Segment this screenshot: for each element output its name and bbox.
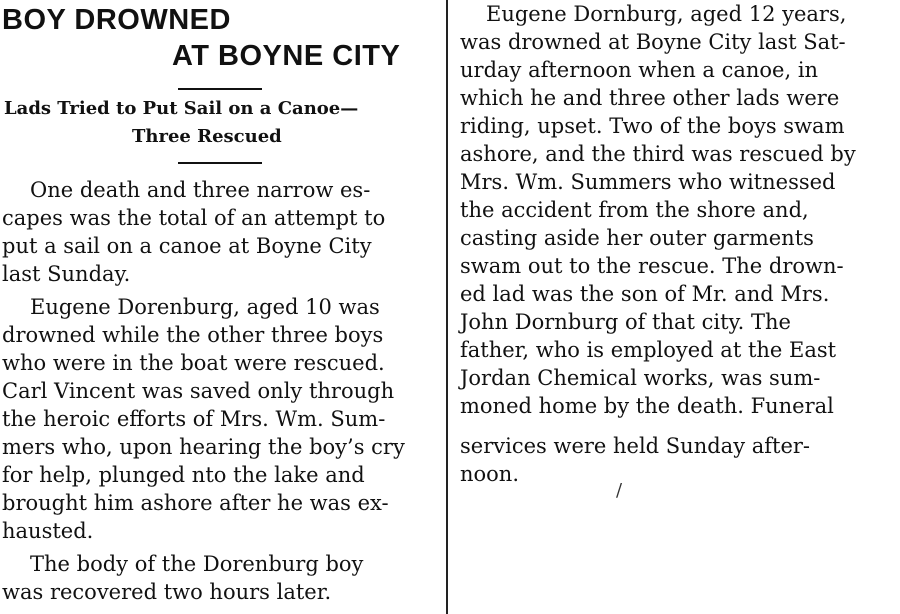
- body-line: drowned while the other three boys: [2, 323, 384, 347]
- body-line: ed lad was the son of Mr. and Mrs.: [460, 282, 830, 306]
- body-line: mers who, upon hearing the boy’s cry: [2, 435, 405, 459]
- body-line: Carl Vincent was saved only through: [2, 379, 395, 403]
- column-rule: [446, 0, 448, 614]
- subheadline-divider: [178, 162, 262, 164]
- body-line: brought him ashore after he was ex-: [2, 491, 389, 515]
- body-line: was drowned at Boyne City last Sat-: [460, 30, 846, 54]
- body-line: Eugene Dorenburg, aged 10 was: [30, 295, 380, 319]
- body-line: noon.: [460, 462, 520, 486]
- body-line: services were held Sunday after-: [460, 434, 811, 458]
- headline-divider: [178, 88, 262, 90]
- body-line: was recovered two hours later.: [2, 580, 332, 604]
- body-line: for help, plunged nto the lake and: [2, 463, 365, 487]
- body-line: Jordan Chemical works, was sum-: [460, 366, 821, 390]
- body-line: ashore, and the third was rescued by: [460, 142, 856, 166]
- body-line: who were in the boat were rescued.: [2, 351, 385, 375]
- subheadline-line-1: Lads Tried to Put Sail on a Canoe—: [4, 98, 359, 119]
- body-line: which he and three other lads were: [460, 86, 840, 110]
- headline-line-1: BOY DROWNED: [2, 4, 231, 36]
- body-line: John Dornburg of that city. The: [460, 310, 791, 334]
- body-line: the accident from the shore and,: [460, 198, 809, 222]
- body-line: riding, upset. Two of the boys swam: [460, 114, 845, 138]
- stray-print-mark: /: [616, 480, 623, 501]
- body-line: Mrs. Wm. Summers who witnessed: [460, 170, 836, 194]
- body-line: father, who is employed at the East: [460, 338, 837, 362]
- subheadline-line-2: Three Rescued: [132, 126, 282, 147]
- body-line: moned home by the death. Funeral: [460, 394, 834, 418]
- body-line: put a sail on a canoe at Boyne City: [2, 234, 372, 258]
- body-line: hausted.: [2, 519, 94, 543]
- body-line: urday afternoon when a canoe, in: [460, 58, 819, 82]
- body-line: the heroic efforts of Mrs. Wm. Sum-: [2, 407, 386, 431]
- headline-line-2: AT BOYNE CITY: [172, 40, 401, 72]
- body-line: The body of the Dorenburg boy: [30, 552, 364, 576]
- body-line: last Sunday.: [2, 262, 131, 286]
- body-line: swam out to the rescue. The drown-: [460, 254, 844, 278]
- body-line: capes was the total of an attempt to: [2, 206, 386, 230]
- body-line: Eugene Dornburg, aged 12 years,: [486, 2, 847, 26]
- body-line: casting aside her outer garments: [460, 226, 814, 250]
- body-line: One death and three narrow es-: [30, 178, 371, 202]
